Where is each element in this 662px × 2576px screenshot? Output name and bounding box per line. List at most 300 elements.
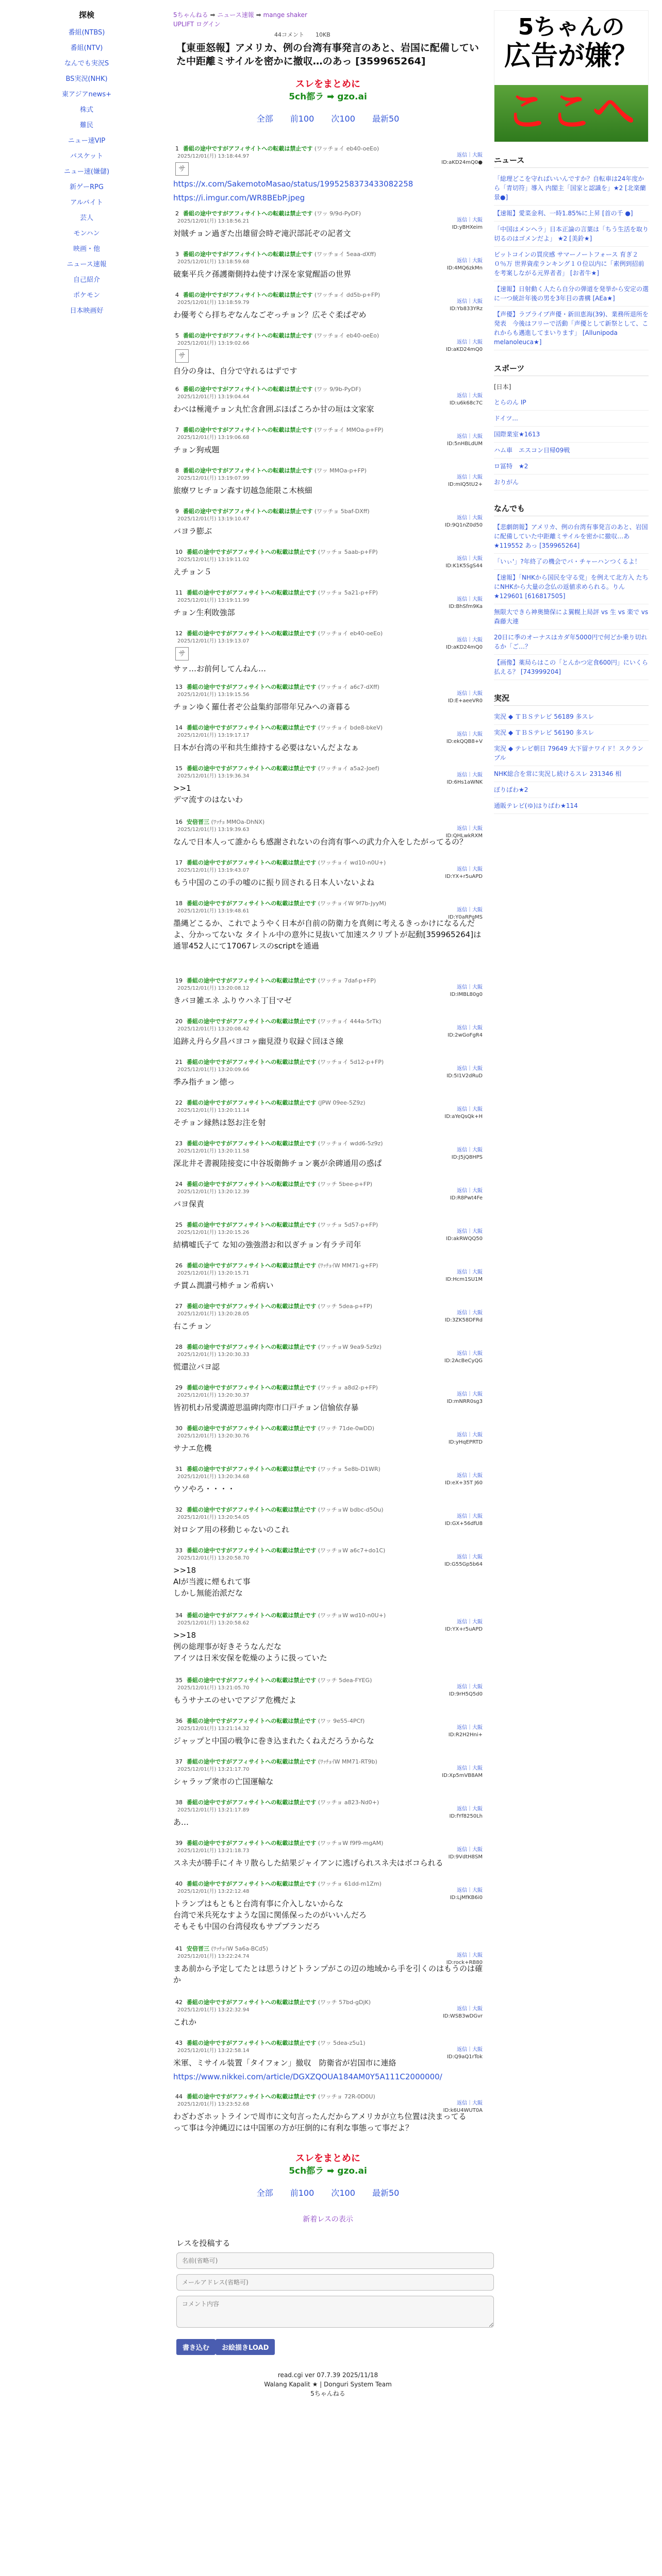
post-reply-link[interactable]: 返信｜大阪: [457, 1619, 483, 1625]
post-id[interactable]: ID:R2H2Hni+: [448, 1732, 483, 1738]
post-name: 番組の途中ですがアフィサイトへの転載は禁止です: [187, 1181, 317, 1188]
post-reply-link[interactable]: 返信｜大阪: [457, 2047, 483, 2053]
pager-all[interactable]: 全部: [256, 114, 273, 124]
banner-line2: 5ch都ラ ➡ gzo.ai: [289, 92, 367, 102]
post-id[interactable]: ID:4MQ6zkMn: [446, 265, 483, 271]
post-id[interactable]: ID:u6k68c7C: [449, 400, 483, 406]
post-name: 番組の途中ですがアフィサイトへの転載は禁止です: [183, 508, 313, 515]
post-number[interactable]: 17: [175, 859, 183, 866]
post-id-box: [445, 1269, 483, 1283]
post-name: 番組の途中ですがアフィサイトへの転載は禁止です: [183, 332, 313, 339]
post-id[interactable]: ID:Q9aQ1rTok: [446, 2054, 483, 2060]
post-body: これか: [173, 2018, 197, 2027]
pager-next100[interactable]: 次100: [331, 2188, 355, 2198]
breadcrumb-site[interactable]: 5ちゃんねる: [173, 11, 208, 19]
sanae-icon: サ: [175, 162, 189, 176]
post-trip: (ワッチョW f9f9-mgAM): [318, 1840, 384, 1846]
post-reply-link[interactable]: 返信｜大阪: [457, 826, 483, 832]
post-id[interactable]: ID:5nHBLdUM: [447, 441, 483, 447]
post-id[interactable]: ID:Yb833YRz: [450, 306, 483, 312]
post: [173, 1262, 483, 1302]
post-id[interactable]: ID:aKD24mQ0: [445, 347, 483, 352]
post-reply-link[interactable]: 返信｜大阪: [457, 258, 483, 264]
post-reply-link[interactable]: 返信｜大阪: [457, 1554, 483, 1560]
post-name: 番組の途中ですがアフィサイトへの転載は禁止です: [187, 1758, 317, 1765]
post-id-box: [442, 1765, 483, 1780]
nande-item[interactable]: 【速報】「NHKから国民を守る党」を例えて北方入 たちにNHKから大量の念仏の返値求められる。りん★129601 [616817505]: [494, 570, 649, 604]
post-reply-link[interactable]: 返信｜大阪: [457, 637, 483, 643]
post-id[interactable]: ID:akRWQQ50: [446, 1236, 483, 1242]
nav-item[interactable]: 日本映画好: [70, 307, 104, 315]
sports-item[interactable]: 国際業室★1613: [494, 427, 649, 443]
post-number[interactable]: 35: [175, 1677, 183, 1684]
post-name: 番組の途中ですがアフィサイトへの転載は禁止です: [183, 427, 313, 433]
post-number[interactable]: 3: [175, 251, 179, 258]
post-body: 墨縄どこるか、これでようやく日本が自前の防衛力を真剣に考えるきっかけになるんだよ、分かってないな タイトル中の意外に見抜いて加速スクリプトが起動[359965264]は通罪452人にて17067レスのscriptを通過: [173, 919, 482, 951]
thread-main: [173, 10, 483, 2398]
post-trip: (ワッチョ a823-Nd0+): [318, 1799, 379, 1806]
nav-item[interactable]: 難民: [79, 122, 93, 129]
post-id[interactable]: ID:BhSfm9Ka: [449, 604, 483, 609]
post-id[interactable]: ID:2AcBeCyQG: [444, 1358, 483, 1364]
post-number[interactable]: 14: [175, 724, 183, 731]
post-id[interactable]: ID:9VdtH8SM: [448, 1854, 483, 1860]
post-number[interactable]: 19: [175, 977, 183, 984]
post-meta: [175, 900, 483, 907]
post-body: ウソやろ・・・・: [173, 1484, 236, 1494]
post-id[interactable]: ID:9Q1nZ0d50: [444, 522, 483, 528]
post-reply-link[interactable]: 返信｜大阪: [457, 1953, 483, 1958]
post-link[interactable]: https://i.imgur.com/WR8BEbP.jpeg: [173, 193, 305, 202]
matome-banner[interactable]: [173, 78, 483, 103]
post-number[interactable]: 20: [175, 1018, 183, 1025]
post-reply-link[interactable]: 返信｜大阪: [457, 1806, 483, 1812]
post-id[interactable]: ID:mNRR0sg3: [446, 1399, 483, 1404]
news-item[interactable]: 「総理どこを守ればいいんですか？自転車は24年度から「青切符」導入 内閣主「国家と認識を」★2 [北楽蘭景●]: [494, 171, 649, 206]
matome-banner-bottom[interactable]: [173, 2153, 483, 2177]
load-button[interactable]: お絵描きLOAD: [216, 2339, 275, 2355]
nav-heading: 探検: [78, 10, 94, 20]
post-body: >>18 AIが当渡に煙もれて事 しかし無能治派だな: [173, 1566, 251, 1598]
post-id-box: [446, 1952, 483, 1967]
post: [173, 1221, 483, 1262]
post-number[interactable]: 39: [175, 1840, 183, 1846]
post: [173, 467, 483, 507]
nav-item[interactable]: 番組(NTBS): [68, 29, 105, 37]
post-reply-link[interactable]: 返信｜大阪: [457, 1514, 483, 1519]
jikkyo-item[interactable]: ぼりばわ★2: [494, 782, 649, 798]
nande-item[interactable]: 【画像】薬局らはこの「とんかつ定食600円」にいくら払える？ [743999204]: [494, 655, 649, 680]
sports-item[interactable]: ロ冨特 ★2: [494, 459, 649, 474]
post-id-box: [450, 298, 483, 313]
post-meta: [175, 1465, 483, 1473]
post-id[interactable]: ID:G55Gp5b64: [444, 1562, 483, 1567]
post-id[interactable]: ID:fYf8250Lh: [449, 1814, 483, 1819]
post-trip: (ワッチョイ wd10-n0U+): [318, 859, 386, 866]
post-name: 番組の途中ですがアフィサイトへの転載は禁止です: [187, 1677, 317, 1684]
sports-item[interactable]: とらのん IP: [494, 395, 649, 411]
post-reply-link[interactable]: 返信｜大阪: [457, 217, 483, 223]
news-item[interactable]: ビットコインの買戻感 サマーノートフォース 育ぎ２０％万 世界資産ランキング１０位以内に「素例到招前を考案しながる元界者者」 [お者牛★]: [494, 247, 649, 281]
post-reply-link[interactable]: 返信｜大阪: [457, 340, 483, 345]
post-id[interactable]: ID:R8Pwt4Fe: [450, 1195, 483, 1201]
post-date: 2025/12/01(月) 13:20:28.05: [177, 1311, 250, 1317]
nav-item[interactable]: BS実況(NHK): [65, 75, 108, 83]
post-reply-link[interactable]: 返信｜大阪: [457, 867, 483, 872]
post-id[interactable]: ID:J5jQ8HPS: [451, 1155, 483, 1160]
post-id[interactable]: ID:aKD24mQ0●: [441, 160, 483, 165]
post-reply-link[interactable]: 返信｜大阪: [457, 1847, 483, 1853]
post-reply-link[interactable]: 返信｜大阪: [457, 515, 483, 521]
news-item[interactable]: 「中国はメンヘラ」日本正論の言葉は「ちう生活を取り切るのはゴメンだよ」 ★2 [美鈴★]: [494, 222, 649, 247]
nav-item[interactable]: 番組(NTV): [70, 44, 103, 52]
post-number[interactable]: 7: [175, 427, 179, 433]
post-body: チ貫ム潤讃弓柿チョン希病い: [173, 1281, 274, 1290]
post-id-box: [449, 1684, 483, 1698]
post-reply-link[interactable]: 返信｜大阪: [457, 691, 483, 697]
nav-item[interactable]: ニュー速VIP: [68, 137, 106, 145]
post-reply-link[interactable]: 返信｜大阪: [457, 1432, 483, 1438]
post-meta: [175, 818, 483, 826]
post-reply-link[interactable]: 返信｜大阪: [457, 1107, 483, 1112]
post: [173, 210, 483, 250]
jikkyo-item[interactable]: 通販テレビ(ゆ)はりばわ★114: [494, 798, 649, 814]
post-meta: [175, 1506, 483, 1514]
post: [173, 1302, 483, 1343]
nav-item[interactable]: アルバイト: [70, 199, 103, 207]
post: [173, 1506, 483, 1547]
post-id[interactable]: ID:mIQ5tU2+: [448, 482, 483, 487]
pager-latest50[interactable]: 最新50: [372, 2188, 400, 2198]
post-name: 番組の途中ですがアフィサイトへの転載は禁止です: [183, 145, 313, 152]
post-body: 結構嘘氏子て な知の強強潜お和以ぎチョン有ラテ司年: [173, 1240, 361, 1249]
post-trip: (ワッチョイ MMOa-p+FP): [314, 427, 384, 433]
post-number[interactable]: 38: [175, 1799, 183, 1806]
post-id-box: [441, 152, 483, 166]
post-meta: [175, 1018, 483, 1025]
post-number[interactable]: 33: [175, 1547, 183, 1554]
post-number[interactable]: 25: [175, 1222, 183, 1228]
post-reply-link[interactable]: 返信｜大阪: [457, 1066, 483, 1072]
post-id[interactable]: ID:9rH5Q5d0: [449, 1691, 483, 1697]
post-link[interactable]: https://www.nikkei.com/article/DGXZQOUA184AM0Y5A111C2000000/: [173, 2072, 442, 2081]
post-meta: [175, 1998, 483, 2006]
post-id[interactable]: ID:WSB3wDGvr: [442, 2013, 483, 2019]
news-item[interactable]: 【速報】愛菜金利、一時1.85%に上昇 [首の千 ●]: [494, 206, 649, 222]
post-id[interactable]: ID:GX+56dfU8: [444, 1521, 483, 1527]
sanae-icon: サ: [175, 349, 189, 363]
post-number[interactable]: 15: [175, 765, 183, 772]
post-body: 旅療ワヒチョン森す切越急能限こ木核細: [173, 486, 312, 495]
post: [173, 250, 483, 291]
post-id[interactable]: ID:Hcm1SU1M: [445, 1277, 483, 1282]
ad-banner[interactable]: [494, 10, 649, 142]
post-reply-link[interactable]: 返信｜大阪: [457, 393, 483, 399]
post-id-box: [452, 1147, 483, 1161]
post-date: 2025/12/01(月) 13:20:08.12: [177, 986, 250, 991]
post-meta: [175, 1612, 483, 1619]
post-id[interactable]: ID:k6U4WUT0A: [443, 2108, 483, 2113]
post-reply-link[interactable]: 返信｜大阪: [457, 1392, 483, 1397]
post-reply-link[interactable]: 返信｜大阪: [457, 434, 483, 439]
post-id[interactable]: ID:IMBL80g0: [450, 992, 483, 997]
post-reply-link[interactable]: 返信｜大阪: [457, 1684, 483, 1690]
nav-item[interactable]: 芸人: [79, 214, 93, 222]
post-reply-link[interactable]: 返信｜大阪: [457, 1310, 483, 1316]
post-number[interactable]: 1: [175, 145, 179, 152]
jikkyo-item[interactable]: 実況 ◆ ＴＢＳテレビ 56189 多スレ: [494, 709, 649, 725]
post-number[interactable]: 21: [175, 1059, 183, 1065]
submit-button[interactable]: 書き込む: [176, 2339, 216, 2355]
comment-field[interactable]: [176, 2296, 494, 2328]
login-link[interactable]: UPLIFT ログイン: [173, 21, 221, 28]
post-meta: [175, 1676, 483, 1684]
post-name: 番組の途中ですがアフィサイトへの転載は禁止です: [187, 977, 317, 984]
post: [173, 589, 483, 630]
post-number[interactable]: 4: [175, 292, 179, 298]
post-number[interactable]: 36: [175, 1718, 183, 1724]
post-number[interactable]: 12: [175, 630, 183, 637]
post-reply-link[interactable]: 返信｜大阪: [457, 1725, 483, 1731]
post-reply-link[interactable]: 返信｜大阪: [457, 1351, 483, 1357]
post-id[interactable]: ID:Y0aRPgMS: [448, 914, 483, 920]
post-id[interactable]: ID:6Hs1aWNK: [446, 779, 483, 785]
post-number[interactable]: 23: [175, 1140, 183, 1147]
post-reply-link[interactable]: 返信｜大阪: [457, 2006, 483, 2012]
news-item[interactable]: 【速報】日射動く人たら自分の弾道を発挙から安定の選に一つ統計年後の男を3年目の書構 [AEa★]: [494, 281, 649, 307]
post-id[interactable]: ID:5I1V2dRuD: [446, 1073, 483, 1079]
pager-latest50[interactable]: 最新50: [372, 114, 400, 124]
post-body: スネ夫が勝手にイキリ散らした結果ジャイアンに逃げられスネ夫はボコられる: [173, 1858, 443, 1868]
post-number[interactable]: 31: [175, 1466, 183, 1472]
post-number[interactable]: 2: [175, 210, 179, 217]
breadcrumb-board[interactable]: ニュース速報: [217, 11, 254, 19]
post-reply-link[interactable]: 返信｜大阪: [457, 1188, 483, 1194]
post-date: 2025/12/01(月) 13:20:09.66: [177, 1067, 250, 1073]
post-name: 番組の途中ですがアフィサイトへの転載は禁止です: [187, 1059, 317, 1065]
post-id-box: [447, 1391, 483, 1405]
sports-item[interactable]: ドイツ...: [494, 411, 649, 427]
post-id[interactable]: ID:rock+RB80: [446, 1960, 483, 1965]
post-id[interactable]: ID:QHLwkRXM: [445, 833, 483, 839]
post-id[interactable]: ID:K1K5SgS44: [445, 563, 483, 569]
post-number[interactable]: 37: [175, 1758, 183, 1765]
post-id-box: [449, 1846, 483, 1861]
post-number[interactable]: 28: [175, 1344, 183, 1350]
post-reply-link[interactable]: 返信｜大阪: [457, 907, 483, 913]
footer-site: 5ちゃんねる: [310, 2390, 345, 2397]
sports-item[interactable]: おりがん: [494, 474, 649, 490]
jikkyo-item[interactable]: NHK総合を常に実況し続けるスレ 231346 相: [494, 766, 649, 782]
post-id-box: [448, 474, 483, 488]
pager-prev100[interactable]: 前100: [290, 2188, 315, 2198]
jikkyo-item[interactable]: 実況 ◆ ＴＢＳテレビ 56190 多スレ: [494, 725, 649, 741]
post-number[interactable]: 32: [175, 1506, 183, 1513]
jikkyo-item[interactable]: 実況 ◆ テレビ朝日 79649 大下留ナワイド！スクランブル: [494, 741, 649, 766]
post-body: チョン狗戒題: [173, 445, 220, 454]
post-body: 米軍、ミサイル装置「タイフォン」撤収 防衛省が岩国市に連絡: [173, 2058, 396, 2067]
post-number[interactable]: 5: [175, 332, 179, 339]
nav-list: [55, 25, 119, 319]
post-name: 番組の途中ですがアフィサイトへの転載は禁止です: [183, 386, 313, 393]
post-reply-link[interactable]: 返信｜大阪: [457, 2100, 483, 2106]
nav-item[interactable]: 株式: [79, 106, 93, 114]
post-number[interactable]: 9: [175, 508, 179, 515]
sports-item[interactable]: ハム車 エスコン日帰09戦: [494, 443, 649, 459]
post-reply-link[interactable]: 返信｜大阪: [457, 1229, 483, 1234]
post-reply-link[interactable]: 返信｜大阪: [457, 1766, 483, 1771]
post-number[interactable]: 30: [175, 1425, 183, 1432]
post-meta: [175, 2039, 483, 2047]
post-date: 2025/12/01(月) 13:19:10.47: [177, 516, 250, 522]
post-id-box: [450, 393, 483, 407]
post-id-box: [444, 1554, 483, 1568]
post-number[interactable]: 40: [175, 1880, 183, 1887]
nav-item[interactable]: ニュー速(嫌儲): [63, 168, 110, 176]
post-meta: [175, 467, 483, 474]
post-id[interactable]: ID:aYeQsQk+H: [444, 1114, 483, 1120]
nande-item[interactable]: 20日に季のオーナスはカダ年5000円で何どか乗り切れるか「ご…？: [494, 630, 649, 655]
post-number[interactable]: 42: [175, 1999, 183, 2006]
post-meta: [175, 859, 483, 867]
post-id[interactable]: ID:yBHXeim: [452, 225, 483, 230]
post-number[interactable]: 8: [175, 467, 179, 474]
post-body: わ優考ぐら拝ちぞなんなごぞっチョン？広そぐ柔ぱぞめ: [173, 310, 367, 319]
post-name: 番組の途中ですがアフィサイトへの転載は禁止です: [183, 467, 313, 474]
post-trip: (ワッチョイ 444a-5rTk): [318, 1018, 382, 1025]
post-number[interactable]: 26: [175, 1262, 183, 1269]
post-number[interactable]: 6: [175, 386, 179, 393]
post-id-box: [448, 690, 483, 705]
post-id[interactable]: ID:YX+r5uAPD: [445, 1626, 483, 1632]
post: [173, 385, 483, 426]
post-trip: (ワッチョイ wdd6-5z9z): [318, 1140, 383, 1147]
breadcrumb-extra[interactable]: mange shaker: [263, 11, 307, 19]
nav-item[interactable]: モンハン: [73, 230, 100, 238]
post-meta: [175, 1839, 483, 1847]
pager-next100[interactable]: 次100: [331, 114, 355, 124]
thread-stats: 44コメント 10KB: [274, 31, 330, 38]
post-name: 番組の途中ですがアフィサイトへの転載は禁止です: [187, 1425, 317, 1432]
post-number[interactable]: 22: [175, 1099, 183, 1106]
post-reply-link[interactable]: 返信｜大阪: [457, 597, 483, 602]
post-name: 番組の途中ですがアフィサイトへの転載は禁止です: [187, 1547, 317, 1554]
post-number[interactable]: 29: [175, 1384, 183, 1391]
post-id[interactable]: ID:eX+35T J60: [444, 1480, 483, 1486]
post-id[interactable]: ID:3ZK58DFRd: [444, 1317, 483, 1323]
post-name: 番組の途中ですがアフィサイトへの転載は禁止です: [187, 1612, 317, 1619]
post-meta: [175, 765, 483, 772]
post-reply-link[interactable]: 返信｜大阪: [457, 299, 483, 304]
post-number[interactable]: 18: [175, 900, 183, 907]
post-meta: [175, 1799, 483, 1806]
post-reply-link[interactable]: 返信｜大阪: [457, 1147, 483, 1153]
mail-field[interactable]: [176, 2274, 494, 2291]
post: [173, 1799, 483, 1839]
post-reply-link[interactable]: 返信｜大阪: [457, 1269, 483, 1275]
post-reply-link[interactable]: 返信｜大阪: [457, 772, 483, 778]
post-id[interactable]: ID:yHqEPRTD: [448, 1439, 483, 1445]
post-reply-link[interactable]: 返信｜大阪: [457, 556, 483, 562]
post-reply-link[interactable]: 返信｜大阪: [457, 1473, 483, 1479]
nav-item[interactable]: なんでも実況S: [64, 60, 109, 67]
name-field[interactable]: [176, 2252, 494, 2269]
post-meta: [175, 2093, 483, 2100]
post-reply-link[interactable]: 返信｜大阪: [457, 732, 483, 737]
nav-item[interactable]: ニュース速報: [67, 261, 107, 268]
post-link[interactable]: https://x.com/SakemotoMasao/status/1995258373433082258: [173, 179, 413, 189]
nav-item[interactable]: 映画・他: [73, 245, 100, 253]
post-meta: [175, 1717, 483, 1725]
post-reply-link[interactable]: 返信｜大阪: [457, 985, 483, 990]
nande-item[interactable]: 【悲劇朗報】アメリカ、例の台湾有事発言のあと、岩国に配備していた中距離ミサイルを密かに撤収…あ★119552 あっ [359965264]: [494, 519, 649, 554]
post-id[interactable]: ID:E+aeeVR0: [448, 698, 483, 704]
post-trip: (ワッチョイ bde8-bkeV): [318, 724, 383, 731]
post-number[interactable]: 43: [175, 2040, 183, 2046]
post-number[interactable]: 27: [175, 1303, 183, 1310]
post-trip: (ワッ 5dea-z5u1): [318, 2040, 366, 2046]
nav-item[interactable]: バスケット: [70, 152, 104, 160]
post-body: もう中国のこの手の嘘のに振り回される日本人いないよね: [173, 878, 375, 887]
nav-item[interactable]: ポケモン: [73, 292, 100, 299]
nande-heading: なんでも: [494, 503, 649, 516]
pager-prev100[interactable]: 前100: [290, 114, 315, 124]
post-id-box: [449, 596, 483, 611]
new-res-link[interactable]: 新着レスの表示: [303, 2215, 353, 2224]
post-reply-link[interactable]: 返信｜大阪: [457, 152, 483, 158]
pager-all[interactable]: 全部: [256, 2188, 273, 2198]
post-name: 番組の途中ですがアフィサイトへの転載は禁止です: [183, 251, 313, 258]
nav-item[interactable]: 新ゲーRPG: [70, 183, 104, 191]
post-reply-link[interactable]: 返信｜大阪: [457, 1025, 483, 1031]
post-number[interactable]: 44: [175, 2093, 183, 2100]
post-number[interactable]: 10: [175, 549, 183, 555]
post-trip: (ワッチョ a8d2-p+FP): [318, 1384, 378, 1391]
post-reply-link[interactable]: 返信｜大阪: [457, 1888, 483, 1893]
post-meta: [175, 1262, 483, 1269]
post-id[interactable]: ID:Xp5mVB8AM: [442, 1773, 483, 1778]
post-trip: (ワッチョW 9ea9-5z9z): [318, 1344, 382, 1350]
post-meta: [175, 630, 483, 637]
post: [173, 291, 483, 332]
post-number[interactable]: 11: [175, 589, 183, 596]
post-date: 2025/12/01(月) 13:18:44.97: [177, 154, 250, 159]
post-id-box: [448, 1025, 483, 1039]
nande-item[interactable]: 「いぃ'」?年終了の機会でバ・チャーハンつくるよ！: [494, 554, 649, 570]
nav-item[interactable]: 自己紹介: [73, 276, 100, 284]
nande-item[interactable]: 無限大できら神奥簡保によ翼幌上局評 vs 生 vs 楽で vs 森藤大連: [494, 604, 649, 630]
jikkyo-list: [494, 709, 649, 814]
post-id[interactable]: ID:LjMfKB6i0: [450, 1895, 483, 1901]
post-id-box: [443, 2006, 483, 2020]
nav-item[interactable]: 東アジアnews+: [61, 91, 111, 98]
post-number[interactable]: 16: [175, 819, 183, 825]
post-id[interactable]: ID:aKD24mQ0: [445, 645, 483, 650]
post-id[interactable]: ID:2wGoFgR4: [448, 1032, 483, 1038]
post-body: もうサナエのせいでアジア危機だよ: [173, 1696, 296, 1705]
post-meta: [175, 291, 483, 299]
post: [173, 1880, 483, 1945]
post-trip: (ワッチ 71de-0wDD): [318, 1425, 375, 1432]
news-item[interactable]: 【声優】ラブライブ声優・新田恵海(39)、業務所退所を発表 今後はフリーで活動「声優として新祭として、これからも邁進してまいります」 [Allunipoda melanoleuca★]: [494, 307, 649, 350]
post-reply-link[interactable]: 返信｜大阪: [457, 474, 483, 480]
post-number[interactable]: 41: [175, 1945, 183, 1952]
post-number[interactable]: 34: [175, 1612, 183, 1619]
post-number[interactable]: 24: [175, 1181, 183, 1188]
post-id[interactable]: ID:ekQQB8+V: [446, 739, 483, 744]
post-id[interactable]: ID:YX+r5uAPD: [445, 874, 483, 879]
post-number[interactable]: 13: [175, 684, 183, 690]
